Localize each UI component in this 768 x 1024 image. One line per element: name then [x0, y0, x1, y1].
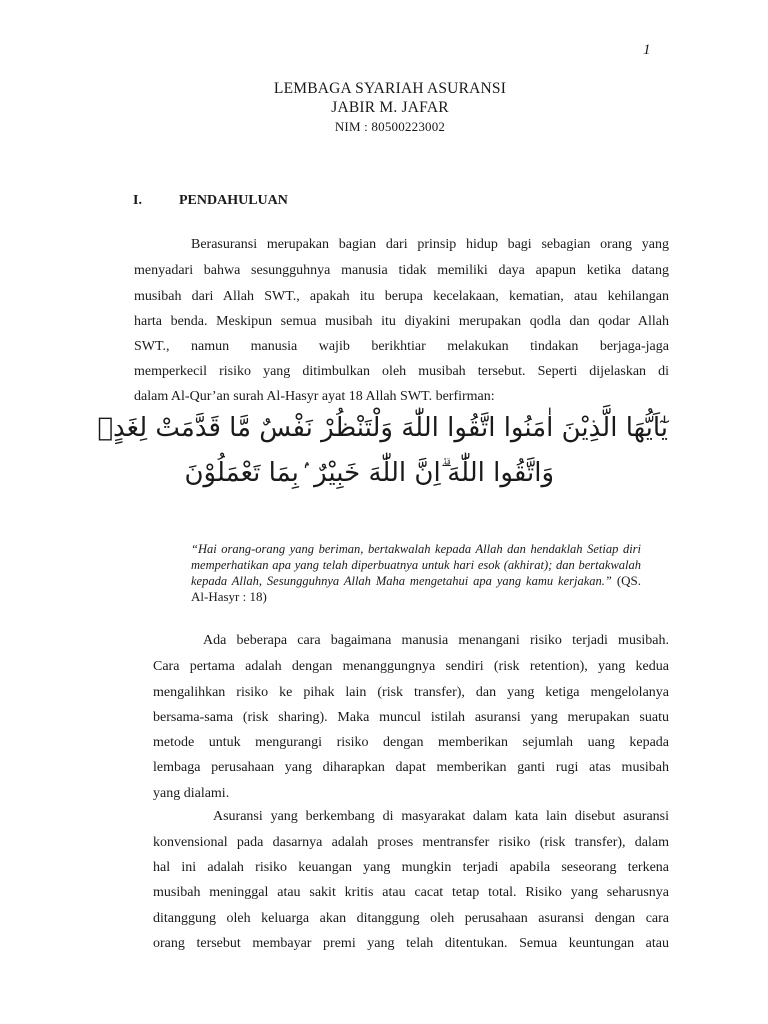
quote-text: “Hai orang-orang yang beriman, bertakwalah kepada Allah dan hendaklah Setiap diri memperhatikan apa yang telah diperbuatnya untuk hari esok (akhirat); dan bertakwalah kepada Allah, Sesungguhnya Allah Maha mengetahui apa yang kamu kerjakan.”: [191, 542, 641, 588]
paragraph-line: Cara pertama adalah dengan menanggungnya sendiri (risk retention), yang kedua: [153, 659, 669, 674]
intro-line: harta benda. Meskipun semua musibah itu diyakini merupakan qodla dan qodar Allah: [134, 314, 669, 329]
paragraph-line: metode untuk mengurangi risiko dengan memberikan sejumlah uang kepada: [153, 735, 669, 750]
arabic-verse-line: وَاتَّقُوا اللّٰهَ ۗاِنَّ اللّٰهَ خَبِيْرٌ ۢبِمَا تَعْمَلُوْنَ: [184, 458, 554, 488]
paragraph-line: bersama-sama (risk sharing). Maka muncul istilah asuransi yang merupakan suatu: [153, 710, 669, 725]
paragraph-line: konvensional pada dasarnya adalah proses mentransfer risiko (risk transfer), dalam: [153, 835, 669, 850]
section-number: I.: [133, 193, 142, 208]
intro-line: memperkecil risiko yang ditimbulkan oleh musibah tersebut. Seperti dijelaskan di: [134, 364, 669, 379]
intro-line: SWT., namun manusia wajib berikhtiar melakukan tindakan berjaga-jaga: [134, 339, 669, 354]
paragraph-line: musibah meninggal atau sakit kritis atau cacat tetap total. Risiko yang seharusnya: [153, 885, 669, 900]
paragraph-line: orang tersebut membayar premi yang telah ditentukan. Semua keuntungan atau: [153, 936, 669, 951]
intro-line: menyadari bahwa sesungguhnya manusia tidak memiliki daya apapun ketika datang: [134, 263, 669, 278]
page-number: 1: [643, 42, 651, 58]
paragraph-line: ditanggung oleh keluarga akan ditanggung oleh perusahaan asuransi dengan cara: [153, 911, 669, 926]
paragraph-line: Ada beberapa cara bagaimana manusia menangani risiko terjadi musibah.: [203, 633, 669, 648]
paragraph-line: lembaga perusahaan yang diharapkan dapat memberikan ganti rugi atas musibah: [153, 760, 669, 775]
intro-line: dalam Al-Qur’an surah Al-Hasyr ayat 18 Allah SWT. berfirman:: [134, 389, 495, 404]
author-name: JABIR M. JAFAR: [331, 99, 449, 116]
section-title: PENDAHULUAN: [179, 193, 288, 208]
verse-translation: [191, 541, 641, 605]
paragraph-line: yang dialami.: [153, 786, 230, 801]
paragraph-line: hal ini adalah risiko keuangan yang mungkin terjadi apabila seseorang terkena: [153, 860, 669, 875]
paragraph-line: Asuransi yang berkembang di masyarakat dalam kata lain disebut asuransi: [213, 809, 669, 824]
quote-reference: (QS. Al-Hasyr : 18): [191, 573, 642, 604]
arabic-verse-line: يٰٓاَيُّهَا الَّذِيْنَ اٰمَنُوا اتَّقُوا اللّٰهَ وَلْتَنْظُرْ نَفْسٌ مَّا قَدَّمَتْ لِغَدٍۚ: [97, 413, 668, 443]
paragraph-line: mengalihkan risiko ke pihak lain (risk transfer), dan yang ketiga mengelolanya: [153, 685, 669, 700]
intro-line: Berasuransi merupakan bagian dari prinsip hidup bagi sebagian orang yang: [191, 237, 669, 252]
intro-line: musibah dari Allah SWT., apakah itu berupa kecelakaan, kematian, atau kehilangan: [134, 289, 669, 304]
student-id: NIM : 80500223002: [334, 119, 446, 134]
document-title: LEMBAGA SYARIAH ASURANSI: [273, 80, 507, 97]
